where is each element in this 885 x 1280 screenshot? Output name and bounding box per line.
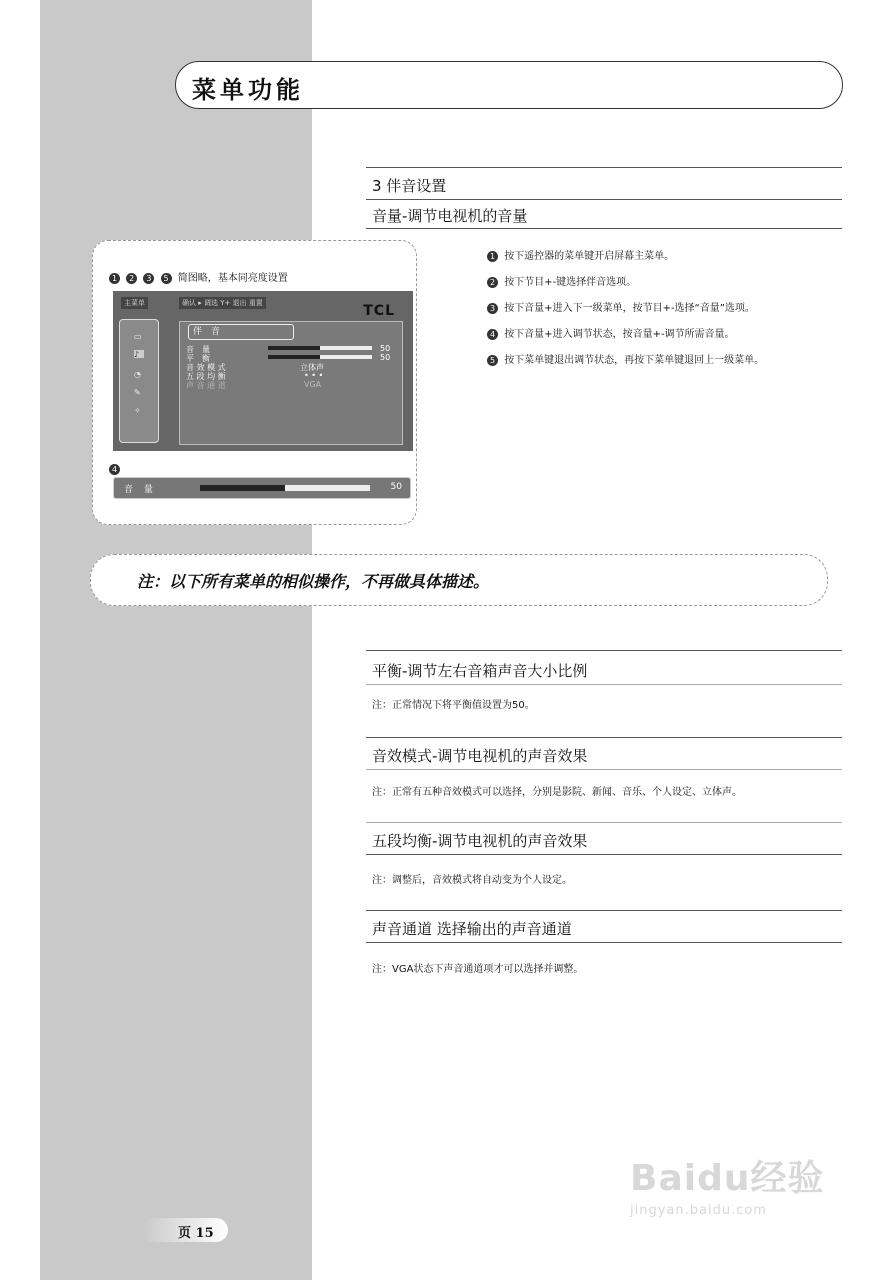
volume-strip-bar <box>200 485 370 491</box>
tv-row-value: • • • <box>304 371 324 380</box>
volume-adjust-strip <box>113 477 411 499</box>
step-item <box>487 328 764 354</box>
divider <box>366 942 842 943</box>
tv-row-label: 声 音 通 道 <box>186 381 226 390</box>
watermark-brand: Baidu经验 <box>630 1158 825 1199</box>
step-number-badge: 5 <box>487 355 498 366</box>
step-number-badge: 2 <box>126 273 137 284</box>
step-number-badge: 3 <box>487 303 498 314</box>
page-number-tab <box>142 1218 228 1242</box>
volume-strip-value: 50 <box>390 482 402 492</box>
divider <box>366 854 842 855</box>
step-number-badge: 4 <box>109 464 120 475</box>
tv-main-menu-tab: 主菜单 <box>121 297 148 309</box>
panel-caption: 简图略，基本同亮度设置 <box>177 273 288 284</box>
step-number-badge: 1 <box>487 251 498 262</box>
divider <box>366 737 842 738</box>
steps-list <box>487 250 764 380</box>
step-number-badge: 1 <box>109 273 120 284</box>
section-number-title: 3 伴音设置 <box>372 177 447 195</box>
setup-icon: ✧ <box>134 406 141 415</box>
step-text: 按下音量+进入下一级菜单，按节目+-选择“音量”选项。 <box>504 303 755 314</box>
picture-icon: ▭ <box>134 332 142 341</box>
tv-row-label: 五 段 均 衡 <box>186 372 226 381</box>
page-title: 菜单功能 <box>192 75 304 104</box>
note-banner <box>90 554 828 606</box>
tv-row-value: 立体声 <box>300 363 324 372</box>
tv-volume-bar <box>268 346 372 350</box>
section-note-sound-mode: 注：正常有五种音效模式可以选择，分别是影院、新闻、音乐、个人设定、立体声。 <box>372 787 742 798</box>
divider <box>366 167 842 168</box>
tcl-logo: TCL <box>363 303 395 319</box>
section-title-sound-mode: 音效模式-调节电视机的声音效果 <box>372 747 588 765</box>
divider <box>366 650 842 651</box>
step-number-badge: 3 <box>143 273 154 284</box>
volume-strip-label: 音 量 <box>124 485 157 495</box>
step-number-badge: 5 <box>161 273 172 284</box>
watermark-url: jingyan.baidu.com <box>630 1203 767 1218</box>
grey-sidebar-column <box>40 0 312 1280</box>
divider <box>366 910 842 911</box>
section-note-balance: 注：正常情况下将平衡值设置为50。 <box>372 700 535 711</box>
step4-row <box>109 459 123 478</box>
step-text: 按下节目+-键选择伴音选项。 <box>504 277 637 288</box>
step-item <box>487 276 764 302</box>
divider <box>366 684 842 685</box>
page-title-box <box>175 61 843 109</box>
step-item <box>487 354 764 380</box>
clock-icon: ◔ <box>134 370 141 379</box>
section-note-equalizer: 注：调整后，音效模式将自动变为个人设定。 <box>372 875 572 886</box>
panel-caption-row <box>109 269 288 284</box>
section-note-channel: 注：VGA状态下声音通道项才可以选择并调整。 <box>372 964 584 975</box>
tv-icon-sidebar <box>119 319 159 443</box>
tv-menu-label: 伴 音 <box>188 324 294 340</box>
tv-volume-bar-fill <box>268 346 320 350</box>
section-title-balance: 平衡-调节左右音箱声音大小比例 <box>372 662 588 680</box>
note-banner-text: 注：以下所有菜单的相似操作，不再做具体描述。 <box>137 572 490 591</box>
tv-row-value: 50 <box>380 353 391 362</box>
divider <box>366 769 842 770</box>
step-number-badge: 4 <box>487 329 498 340</box>
tv-balance-bar <box>268 355 372 359</box>
tv-row-value: VGA <box>304 380 322 389</box>
section-title-channel: 声音通道 选择输出的声音通道 <box>372 920 572 938</box>
tv-menu-screenshot <box>113 291 413 451</box>
step-item <box>487 250 764 276</box>
divider <box>366 228 842 229</box>
step-text: 按下音量+进入调节状态，按音量+-调节所需音量。 <box>504 329 735 340</box>
tv-hint-tab: 确认 ▸ 调选 Y+ 退出 重置 <box>179 297 266 309</box>
divider <box>366 199 842 200</box>
baidu-watermark <box>630 1150 824 1218</box>
tv-balance-bar-fill <box>268 355 320 359</box>
tv-row-label: 音 量 <box>186 345 210 354</box>
menu-diagram-panel <box>92 240 417 525</box>
divider <box>366 822 842 823</box>
page-number: 页 15 <box>178 1226 214 1241</box>
tv-row-label: 平 衡 <box>186 354 210 363</box>
tv-menu-body <box>179 321 403 445</box>
sound-icon: ♪ <box>134 350 144 358</box>
tv-row-value: 50 <box>380 344 391 353</box>
step-text: 按下菜单键退出调节状态，再按下菜单键退回上一级菜单。 <box>504 355 765 366</box>
section-subtitle: 音量-调节电视机的音量 <box>372 207 528 225</box>
step-number-badge: 2 <box>487 277 498 288</box>
step-item <box>487 302 764 328</box>
function-icon: ✎ <box>134 388 141 397</box>
volume-strip-bar-fill <box>200 485 285 491</box>
section-title-equalizer: 五段均衡-调节电视机的声音效果 <box>372 832 588 850</box>
step-text: 按下遥控器的菜单键开启屏幕主菜单。 <box>504 251 675 262</box>
tv-row-label: 音 效 模 式 <box>186 363 226 372</box>
